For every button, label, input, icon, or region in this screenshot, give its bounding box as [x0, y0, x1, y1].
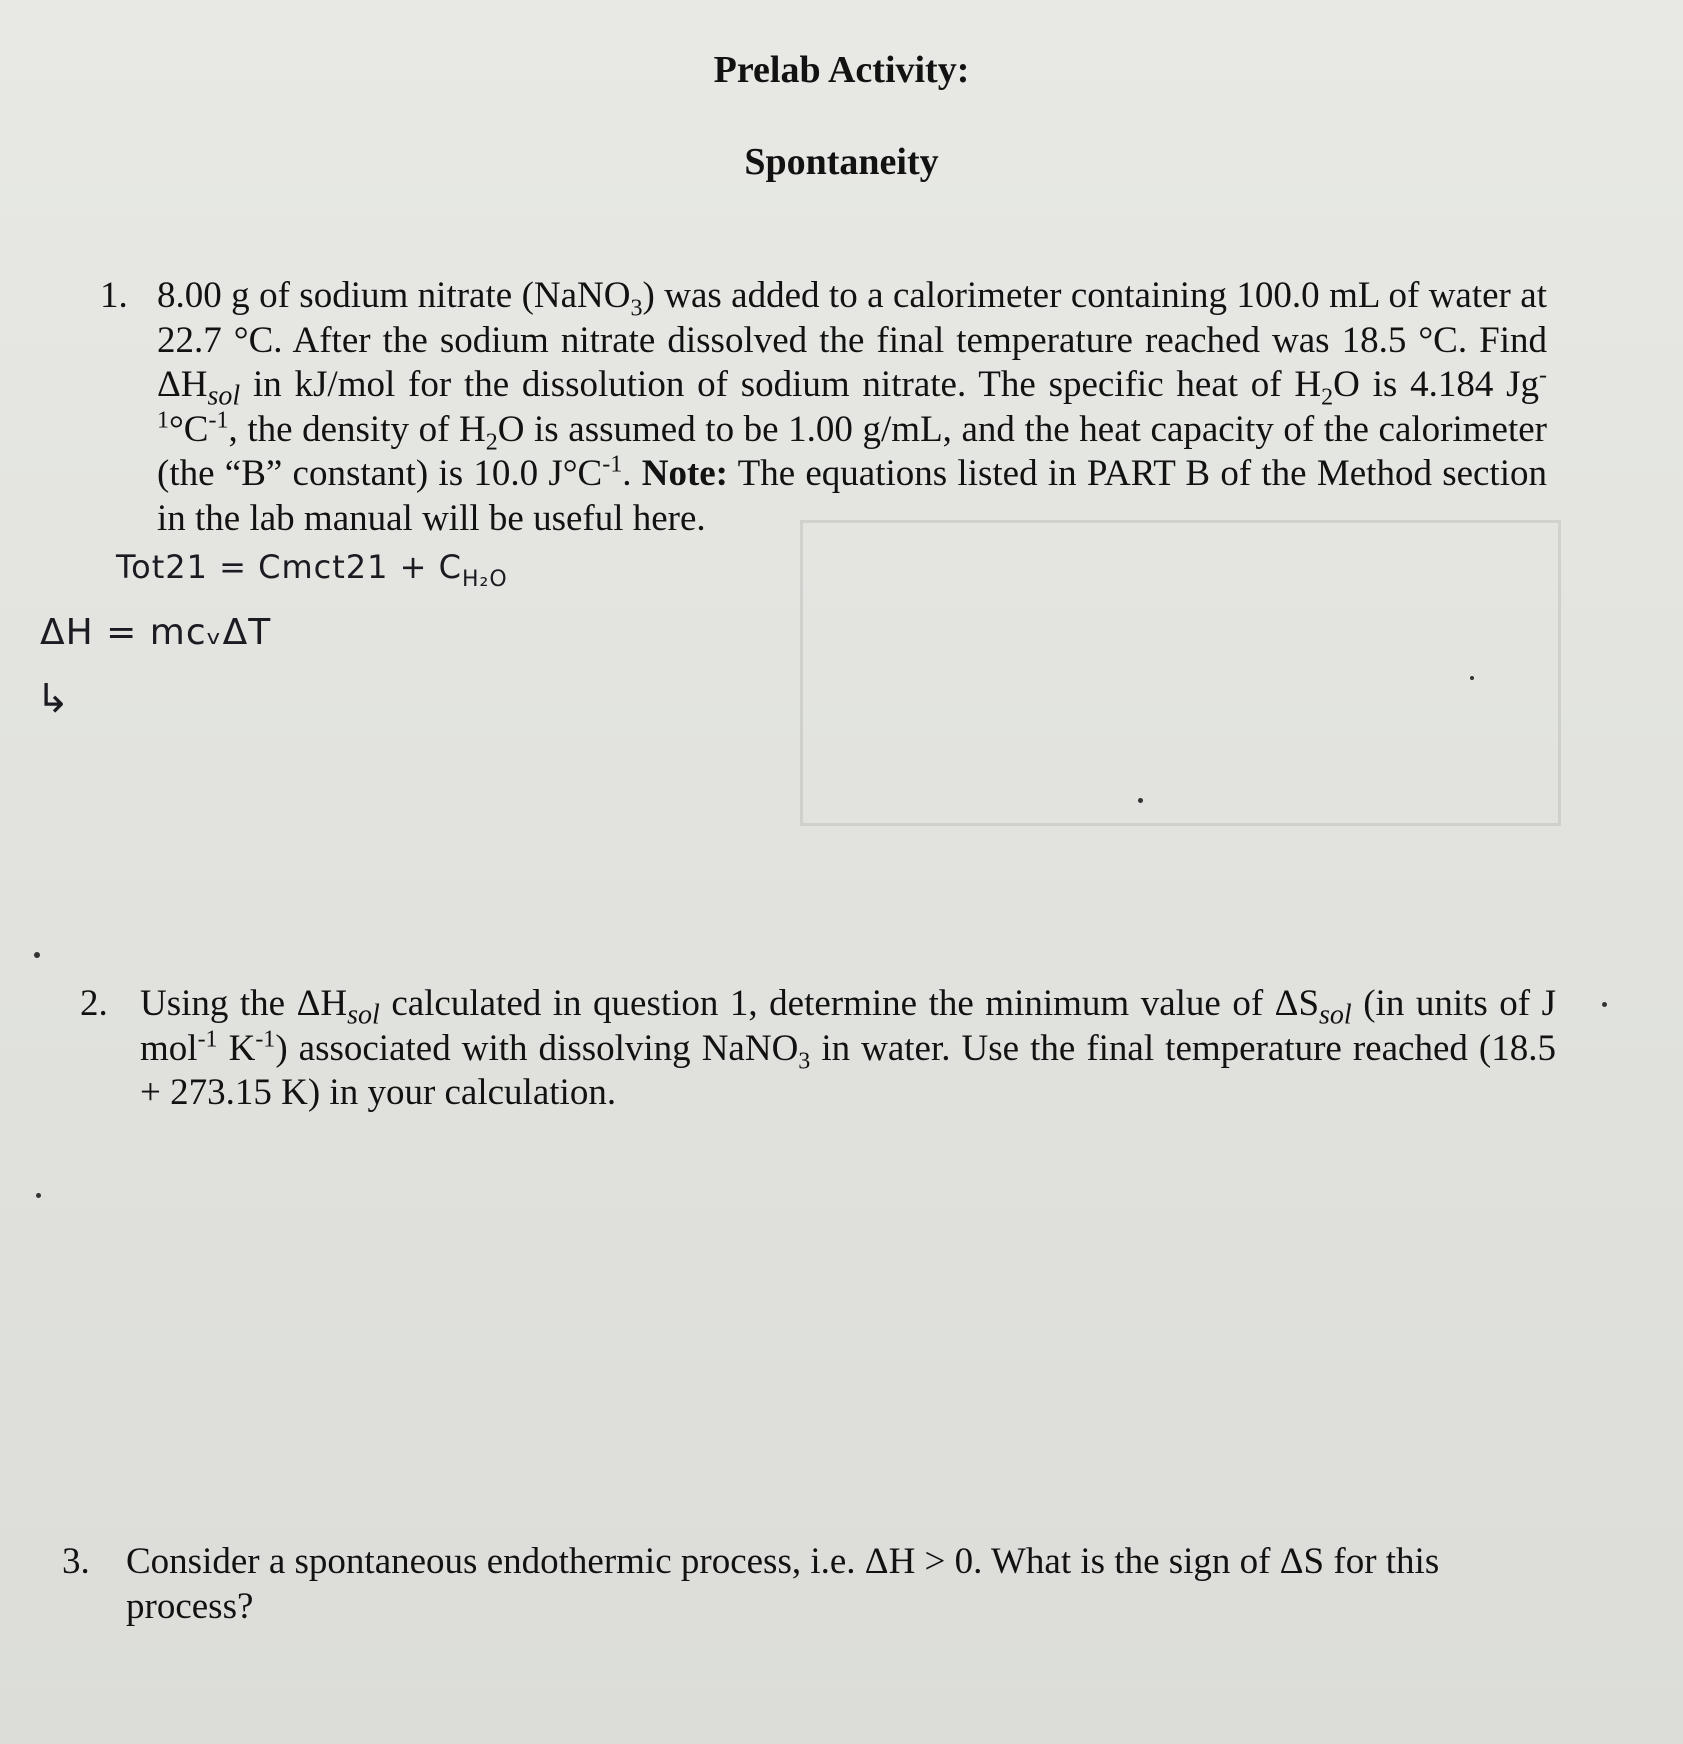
question-1	[100, 274, 1547, 541]
question-2-text: Using the $\Delta H_{sol}$ calculated in question 1, determine the minimum value of $\Delta S_{sol}$ (in units of J mol$^{-1}$ $K^{-1}$) associated with dissolving NaNO$_3$ in water. Use the final temperature reached (18.5 + 273.15 K) in your calculation.	[140, 983, 1556, 1113]
page-subtitle: Spontaneity	[744, 141, 939, 183]
stray-mark	[34, 952, 40, 958]
question-1-number: 1.	[100, 275, 128, 316]
stray-mark	[36, 1193, 41, 1198]
handwritten-line-2: ΔH = mcᵥΔT	[40, 612, 272, 653]
question-3-text: Consider a spontaneous endothermic process, i.e. ΔH > 0. What is the sign of ΔS for this process?	[126, 1541, 1440, 1627]
bleed-through-box	[800, 520, 1561, 826]
question-3-number: 3.	[62, 1541, 90, 1582]
question-2-number: 2.	[80, 983, 108, 1024]
question-2	[80, 982, 1556, 1116]
handwritten-line-1: Tot21 = Cmct21 + $C_{H_2O}$	[116, 548, 508, 592]
handwritten-arrow: ↳	[36, 676, 70, 722]
page-title: Prelab Activity:	[713, 49, 970, 91]
question-3	[62, 1540, 1570, 1629]
stray-mark	[1602, 1002, 1607, 1007]
stray-mark	[1138, 798, 1143, 803]
note-label: Note:	[641, 453, 729, 494]
question-1-text: 8.00 g of sodium nitrate (NaNO$_3$) was added to a calorimeter containing 100.0 mL of water at 22.7 °C. After the sodium nitrate dissolved the final temperature reached was 18.5 °C. Find $\Delta H_{sol}$ in kJ/mol for the dissolution of sodium nitrate. The specific heat of $H_2O$ is 4.184 $Jg^{-1}^\circ C^{-1}$, the density of $H_2O$ is assumed to be 1.00 g/mL, and the heat capacity of the calorimeter (the “B” constant) is 10.0 $J^\circ C^{-1}$. Note: The equations listed in PART B of the Method section in the lab manual will be useful here.	[157, 275, 1547, 539]
stray-mark	[1470, 676, 1474, 680]
